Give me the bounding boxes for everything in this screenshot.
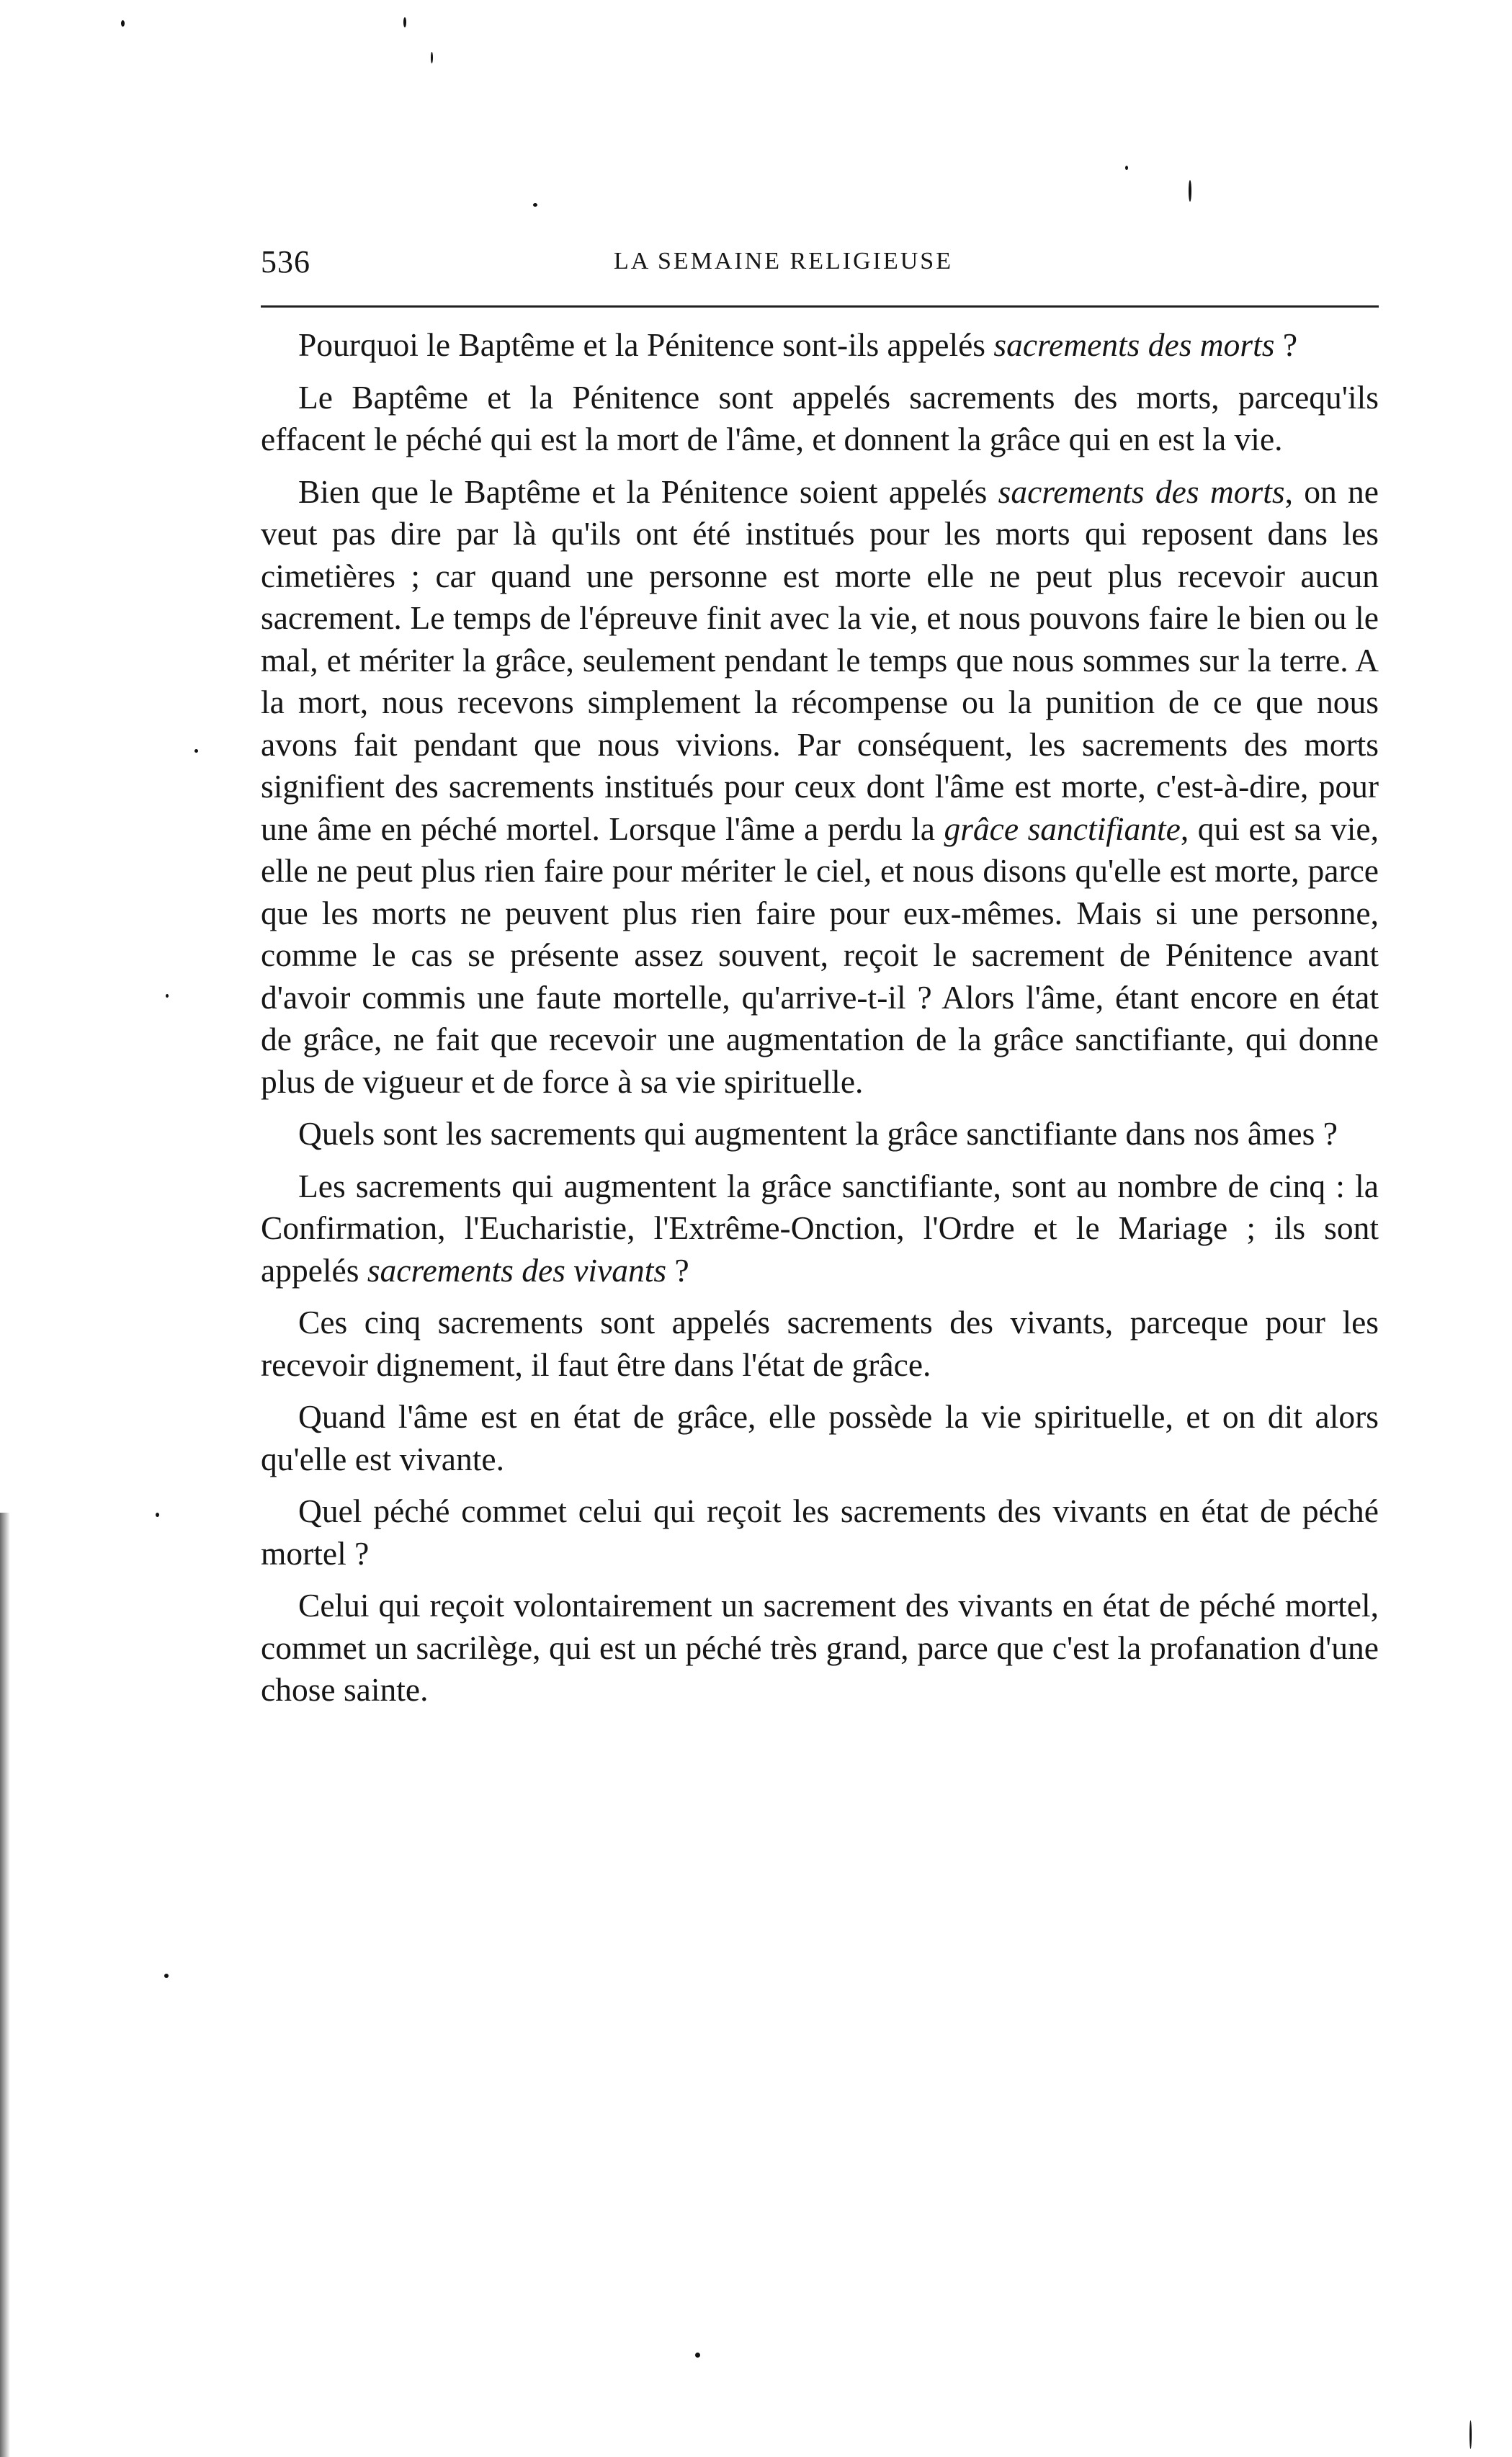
answer-paragraph <box>261 1396 1379 1480</box>
scan-speck <box>431 52 433 63</box>
question-paragraph <box>261 324 1379 367</box>
paragraph-text: Les sacrements qui augmentent la grâce sanctifiante, sont au nombre de cinq : la Confirmation, l'Eucharistie, l'Extrême-Onction, l'Ordre et le Mariage ; ils sont appelés <box>261 1167 1379 1289</box>
answer-paragraph <box>261 1165 1379 1292</box>
paragraph-text: Quand l'âme est en état de grâce, elle possède la vie spirituelle, et on dit alors qu'elle est vivante. <box>261 1398 1379 1477</box>
italic-term: sacrements des morts <box>998 473 1285 510</box>
paragraph-text: Quel péché commet celui qui reçoit les sacrements des vivants en état de péché mortel ? <box>261 1492 1379 1572</box>
scan-speck <box>194 749 198 753</box>
paragraph-text: Le Baptême et la Pénitence sont appelés sacrements des morts, parcequ'ils effacent le péché qui est la mort de l'âme, et donnent la grâce qui en est la vie. <box>261 378 1379 457</box>
scan-speck <box>1469 2420 1472 2449</box>
page-number: 536 <box>261 244 310 279</box>
italic-term: grâce sanctifiante <box>944 810 1181 847</box>
paragraph-text: Pourquoi le Baptême et la Pénitence sont-ils appelés <box>298 326 994 363</box>
paragraph-text: Celui qui reçoit volontairement un sacrement des vivants en état de péché mortel, commet un sacrilège, qui est un péché très grand, parce que c'est la profanation d'une chose sainte. <box>261 1587 1379 1708</box>
paragraph-text: ? <box>1274 326 1298 363</box>
answer-paragraph <box>261 377 1379 461</box>
answer-paragraph <box>261 1302 1379 1386</box>
paragraph-text: Bien que le Baptême et la Pénitence soient appelés <box>298 473 998 510</box>
question-paragraph <box>261 1113 1379 1155</box>
page-header <box>261 243 1384 287</box>
italic-term: sacrements des vivants <box>367 1251 667 1289</box>
scan-speck <box>1189 180 1191 202</box>
question-paragraph <box>261 1490 1379 1575</box>
paragraph-text: , on ne veut pas dire par là qu'ils ont été institués pour les morts qui reposent dans les cimetières ; car quand une personne est morte elle ne peut plus recevoir aucun sacrement. Le temps de l'épreuve finit avec la vie, et nous pouvons faire le bien ou le mal, et mériter la grâce, seulement pendant le temps que nous sommes sur la terre. A la mort, nous recevons simplement la récompense ou la punition de ce que nous avons fait pendant que nous vivions. Par conséquent, les sacrements des morts signifient des sacrements institués pour ceux dont l'âme est morte, c'est-à-dire, pour une âme en péché mortel. Lorsque l'âme a perdu la <box>261 473 1379 847</box>
scan-speck <box>156 1513 159 1517</box>
scan-speck <box>403 17 406 27</box>
paragraph-text: ? <box>666 1251 689 1289</box>
scan-speck <box>121 20 125 27</box>
paragraph-text: Ces cinq sacrements sont appelés sacrements des vivants, parceque pour les recevoir dignement, il faut être dans l'état de grâce. <box>261 1304 1379 1383</box>
scan-speck <box>533 203 537 207</box>
scan-speck <box>164 1974 169 1978</box>
scan-speck <box>1125 166 1128 170</box>
scan-speck <box>166 994 169 998</box>
paragraph-text: , qui est sa vie, elle ne peut plus rien faire pour mériter le ciel, et nous disons qu'elle est morte, parce que les morts ne peuvent plus rien faire pour eux-mêmes. Mais si une personne, comme le cas se présente assez souvent, reçoit le sacrement de Pénitence avant d'avoir commis une faute mortelle, qu'arrive-t-il ? Alors l'âme, étant encore en état de grâce, ne fait que recevoir une augmentation de la grâce sanctifiante, qui donne plus de vigueur et de force à sa vie spirituelle. <box>261 810 1379 1100</box>
italic-term: sacrements des morts <box>993 326 1275 363</box>
answer-paragraph <box>261 471 1379 1104</box>
page-edge-shadow <box>0 1513 10 2457</box>
body-text <box>261 324 1379 1722</box>
paragraph-text: Quels sont les sacrements qui augmentent la grâce sanctifiante dans nos âmes ? <box>298 1115 1338 1152</box>
running-title: LA SEMAINE RELIGIEUSE <box>614 248 953 274</box>
header-rule <box>261 305 1379 308</box>
answer-paragraph <box>261 1585 1379 1711</box>
scan-speck <box>695 2353 700 2358</box>
